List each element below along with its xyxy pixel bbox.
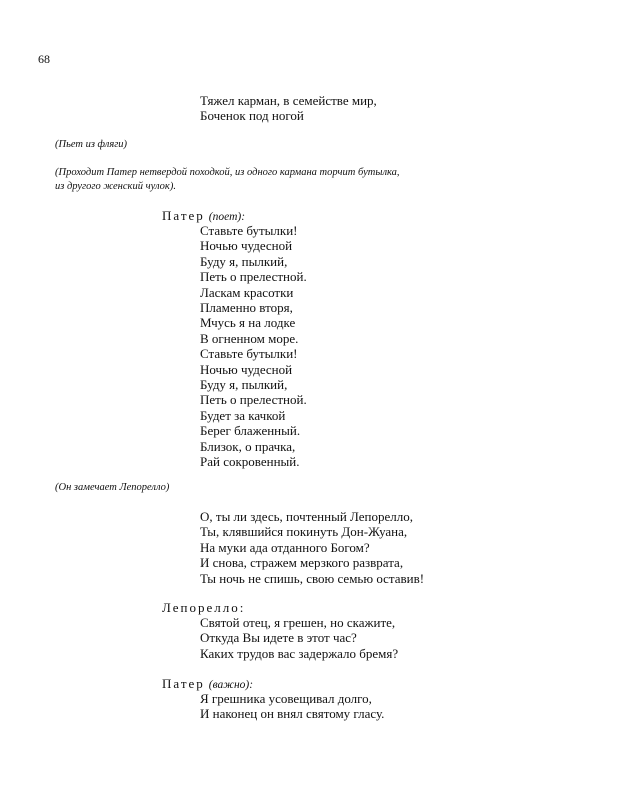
verse-line: Рай сокровенный. (200, 454, 300, 470)
verse-line: Боченок под ногой (200, 108, 304, 124)
speaker-name: Патер (162, 676, 205, 691)
verse-line: Ставьте бутылки! (200, 223, 298, 238)
verse-line: На муки ада отданного Богом? (200, 539, 370, 555)
speaker-name: Лепорелло: (162, 600, 246, 615)
verse-line: Святой отец, я грешен, но скажите, (200, 615, 396, 630)
page-number: 68 (38, 52, 50, 66)
verse-line: Ты ночь не спишь, свою семью оставив! (200, 570, 425, 586)
pater-song (200, 223, 307, 470)
verse-line: Ставьте бутылки! (200, 346, 298, 362)
verse-line: О, ты ли здесь, почтенный Лепорелло, (200, 509, 413, 524)
verse-line: Каких трудов вас задержало бремя? (200, 645, 399, 661)
leporello-speech (200, 615, 398, 661)
verse-line: Петь о прелестной. (200, 269, 307, 285)
verse-line: И снова, стражем мерзкого разврата, (200, 555, 404, 571)
verse-line: Ты, клявшийся покинуть Дон-Жуана, (200, 524, 408, 540)
stage-direction-pater-enters (55, 166, 400, 194)
verse-line: Мчусь я на лодке (200, 315, 296, 331)
pater-speech (200, 509, 424, 586)
verse-line: Будет за качкой (200, 407, 286, 423)
verse-line: Я грешника усовещивал долго, (200, 691, 372, 706)
verse-line: Буду я, пылкий, (200, 253, 288, 269)
verse-line: Петь о прелестной. (200, 392, 307, 408)
verse-line: И наконец он внял святому гласу. (200, 706, 385, 722)
pater-reply (200, 691, 384, 722)
verse-line: Берег блаженный. (200, 423, 301, 439)
stage-direction-notices: (Он замечает Лепорелло) (55, 482, 170, 493)
verse-line: Ночью чудесной (200, 361, 293, 377)
verse-line: Буду я, пылкий, (200, 377, 288, 393)
speaker-leporello (162, 600, 245, 615)
direction-line: (Проходит Патер нетвердой походкой, из одного кармана торчит бутылка, (55, 167, 400, 178)
speaker-note: (важно): (208, 679, 254, 691)
opening-verse (200, 93, 377, 124)
verse-line: Ночью чудесной (200, 238, 293, 254)
verse-line: Ласкам красотки (200, 284, 294, 300)
verse-line: Откуда Вы идете в этот час? (200, 630, 357, 646)
direction-line: из другого женский чулок). (55, 181, 176, 192)
stage-direction-drinks: (Пьет из фляги) (55, 139, 128, 150)
verse-line: В огненном море. (200, 330, 299, 346)
verse-line: Пламенно вторя, (200, 300, 293, 316)
speaker-name: Патер (162, 208, 205, 223)
verse-line: Близок, о прачка, (200, 438, 296, 454)
speaker-note: (поет): (208, 211, 246, 223)
verse-line: Тяжел карман, в семействе мир, (200, 93, 377, 108)
